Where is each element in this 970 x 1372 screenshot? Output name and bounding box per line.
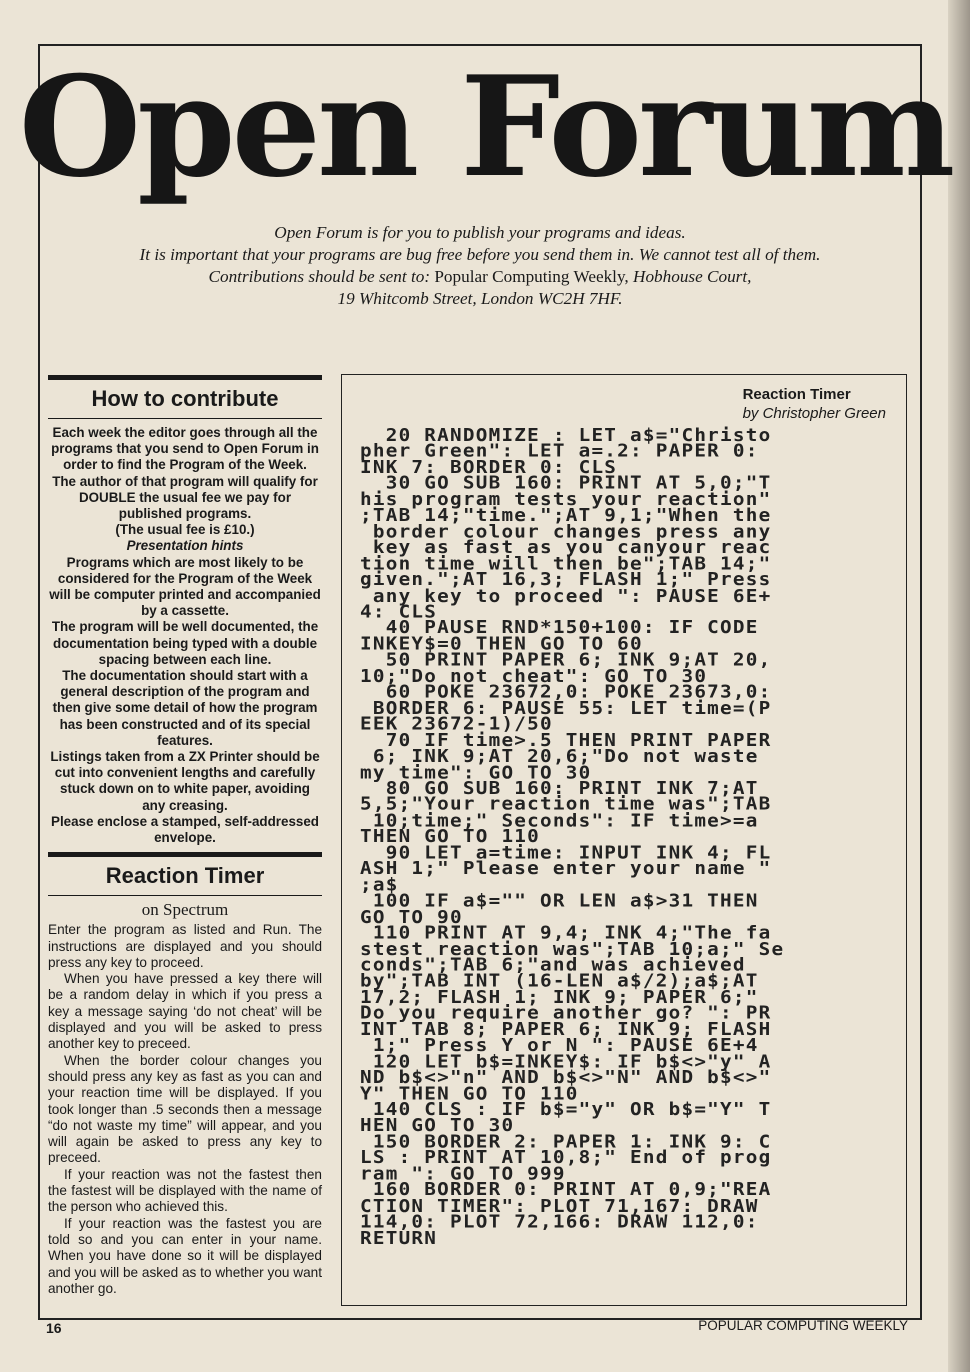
contribute-paragraph: Each week the editor goes through all the programs that you send to Open Forum in order to find the Program of the Week. [51,425,319,473]
contribute-paragraph: The program will be well documented, the documentation being typed with a double spacing between each line. [51,619,319,667]
presentation-hints-heading: Presentation hints [126,538,244,554]
article-paragraph: Enter the program as listed and Run. The instructions are displayed and you should press any key to proceed. [48,922,322,970]
article-paragraph: When you have pressed a key there will be a random delay in which if you press a key a message saying ‘do not cheat’ will be displayed and you will be asked to press another key to preceed. [48,971,322,1052]
page-number: 16 [46,1320,62,1336]
contribute-paragraph: The documentation should start with a general description of the program and then give some detail of how the program has been constructed and of its special features. [52,668,318,748]
intro-block [40,222,920,310]
intro-line: Open Forum is for you to publish your programs and ideas. [274,223,686,242]
intro-text: Contributions should be sent to: [208,267,435,286]
intro-address-line [40,266,920,288]
contribute-paragraph: Programs which are most likely to be considered for the Program of the Week will be computer printed and accompanied by a cassette. [49,554,321,619]
listing-title: Reaction Timer [742,386,851,403]
article-platform: on Spectrum [141,900,229,920]
intro-line: It is important that your programs are bug free before you send them in. We cannot test all of them. [139,245,821,264]
divider [48,895,322,896]
divider [48,418,322,419]
listing-byline [743,385,886,423]
masthead-title: Open Forum [18,45,952,208]
article-paragraph: When the border colour changes you should press any key as fast as you can and your reaction time will be displayed. If you took longer than .5 seconds then a message “do not waste my time” will appear, and you will again be asked to press any key to preceed. [48,1052,322,1166]
magazine-name: Popular Computing Weekly, [434,267,629,286]
article-body [48,922,322,1297]
listing-author: by Christopher Green [742,405,886,422]
intro-text: Hobhouse Court, [628,267,752,286]
intro-line: 19 Whitcomb Street, London WC2H 7HF. [337,289,623,308]
article-paragraph: If your reaction was not the fastest then the fastest will be displayed with the name of the person who achieved this. [48,1166,322,1215]
contribute-paragraph: Listings taken from a ZX Printer should be cut into convenient lengths and carefully stuck down on to white paper, avoiding any creasing. [50,749,320,813]
article-heading: Reaction Timer [105,863,265,889]
contribute-paragraph: (The usual fee is £10.) [115,522,255,538]
contribute-paragraph: Please enclose a stamped, self-addressed envelope. [51,813,319,846]
contribute-heading: How to contribute [91,386,279,411]
left-column [48,375,322,1297]
program-code: 20 RANDOMIZE : LET a$="Christo pher Green": LET a=.2: PAPER 0: INK 7: BORDER 0: CLS 30 GO SUB 160: PRINT AT 5,0;"T his program tests your reaction" ;TAB 14;"time.";AT 9,1;"When the border colour changes press any key as fast as you canyour reac tion time will then be";TAB 14;" given.";AT 16,3; FLASH 1;" Press any key to proceed ": PAUSE 6E+ 4: CLS 40 PAUSE RND*150+100: IF CODE INKEY$=0 THEN GO TO 60 50 PRINT PAPER 6; INK 9;AT 20, 10;"Do not cheat": GO TO 30 60 POKE 23672,0: POKE 23673,0: BORDER 6: PAUSE 55: LET time=(P EEK 23672-1)/50 70 IF time>.5 THEN PRINT PAPER 6; INK 9;AT 20,6;"Do not waste my time": GO TO 30 80 GO SUB 160: PRINT INK 7;AT 5,5;"Your reaction time was";TAB 10;time;" Seconds": IF time>=a THEN GO TO 110 90 LET a=time: INPUT INK 4; FL ASH 1;" Please enter your name " ;a$ 100 IF a$="" OR LEN a$>31 THEN GO TO 90 110 PRINT AT 9,4; INK 4;"The fa stest reaction was";TAB 10;a;" Se conds";TAB 6;"and was achieved by";TAB INT (16-LEN a$/2);a$;AT 17,2; FLASH 1; INK 9; PAPER 6;" Do you require another go? ": PR INT TAB 8; PAPER 6; INK 9; FLASH 1;" Press Y or N ": PAUSE 6E+4 120 LET b$=INKEY$: IF b$<>"y" A ND b$<>"n" AND b$<>"N" AND b$<>" Y" THEN GO TO 110 140 CLS : IF b$="y" OR b$="Y" T HEN GO TO 30 150 BORDER 2: PAPER 1: INK 9: C LS : PRINT AT 10,8;" End of prog ram ": GO TO 999 160 BORDER 0: PRINT AT 0,9;"REA CTION TIMER": PLOT 71,167: DRAW 114,0: PLOT 72,166: DRAW 112,0: RETURN [360,424,785,1249]
contribute-body [48,425,322,846]
program-listing-box [341,374,907,1306]
contribute-paragraph: The author of that program will qualify for DOUBLE the usual fee we pay for published programs. [52,473,318,522]
article-paragraph: If your reaction was the fastest you are told so and you can enter in your name. When you have done so it will be displayed and you will be asked as to whether you want another go. [48,1215,322,1296]
footer-publication: POPULAR COMPUTING WEEKLY [698,1318,908,1333]
